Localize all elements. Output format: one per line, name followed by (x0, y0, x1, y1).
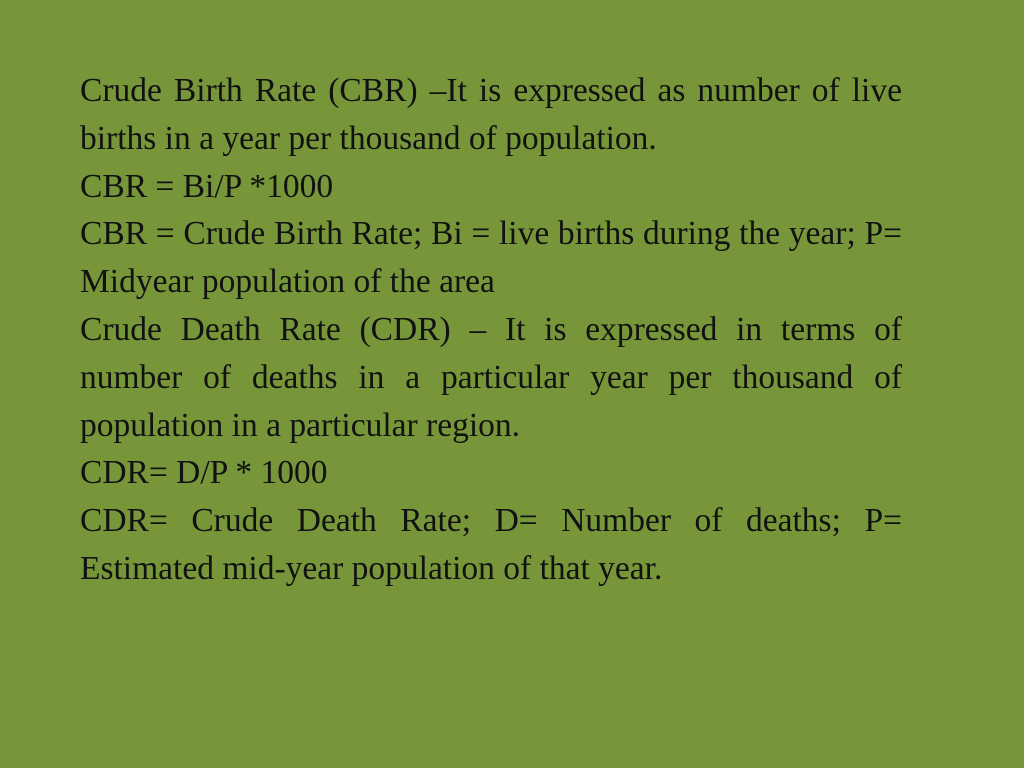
cdr-definition: Crude Death Rate (CDR) – It is expressed in terms of number of deaths in a particular year per thousand of population in a particular region. (80, 310, 902, 444)
slide-body (80, 67, 902, 593)
cdr-legend: CDR= Crude Death Rate; D= Number of deaths; P= Estimated mid-year population of that year. (80, 502, 902, 587)
cbr-formula: CBR = Bi/P *1000 (80, 167, 334, 205)
cdr-formula: CDR= D/P * 1000 (80, 454, 328, 492)
cbr-definition: Crude Birth Rate (CBR) –It is expressed as number of live births in a year per thousand of population. (80, 72, 902, 157)
cbr-legend: CBR = Crude Birth Rate; Bi = live births during the year; P= Midyear population of the area (80, 215, 902, 301)
